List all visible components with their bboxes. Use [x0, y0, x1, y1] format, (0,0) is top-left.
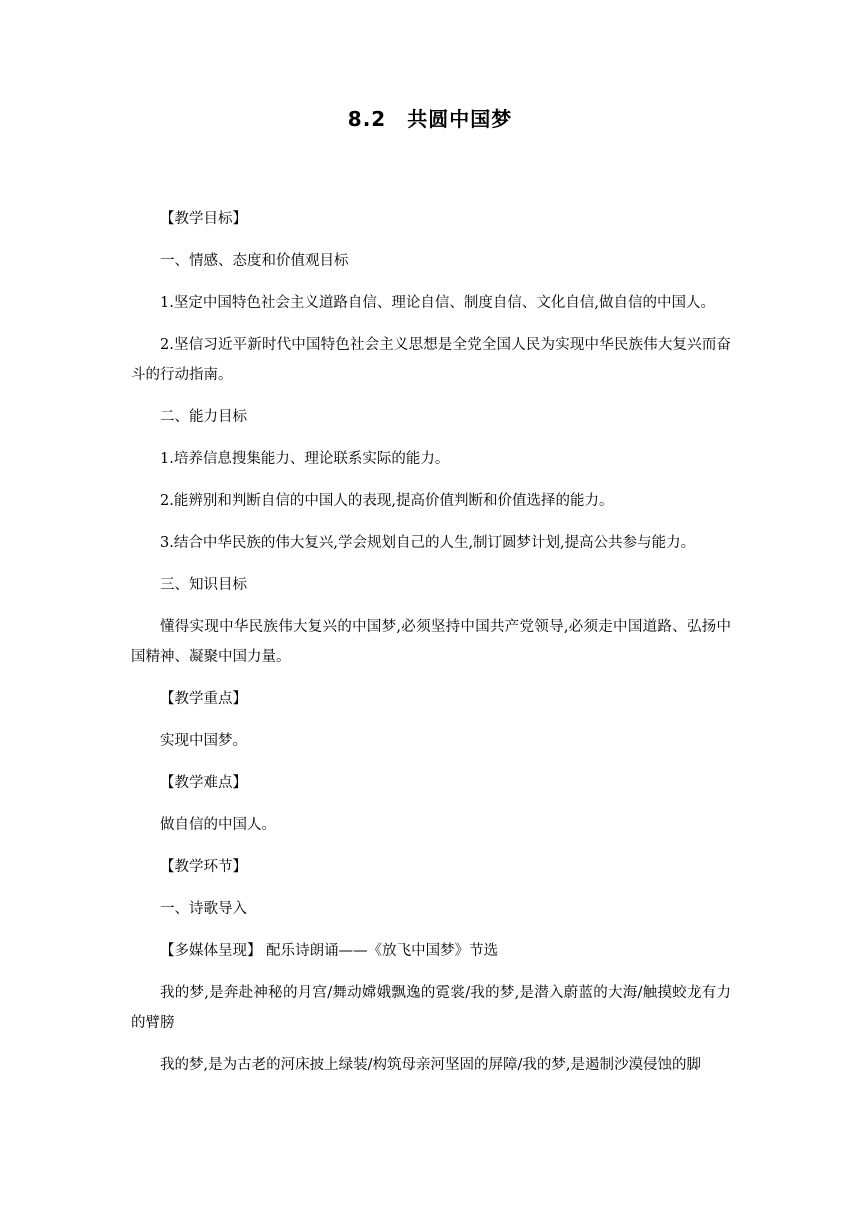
subsection-heading: 三、知识目标 [160, 577, 247, 593]
section-heading-difficulties: 【教学难点】 [160, 775, 247, 791]
paragraph: 3.结合中华民族的伟大复兴,学会规划自己的人生,制订圆梦计划,提高公共参与能力。 [160, 535, 696, 551]
paragraph: 做自信的中国人。 [160, 817, 276, 833]
section-heading-objectives: 【教学目标】 [160, 211, 247, 227]
poem-paragraph: 我的梦,是为古老的河床披上绿装/构筑母亲河坚固的屏障/我的梦,是遏制沙漠侵蚀的脚 [160, 1057, 701, 1073]
paragraph: 2.能辨别和判断自信的中国人的表现,提高价值判断和价值选择的能力。 [160, 493, 614, 509]
subsection-heading: 一、情感、态度和价值观目标 [160, 253, 349, 269]
paragraph: 1.坚定中国特色社会主义道路自信、理论自信、制度自信、文化自信,做自信的中国人。 [160, 295, 715, 311]
subsection-heading: 一、诗歌导入 [160, 901, 247, 917]
paragraph: 【多媒体呈现】 配乐诗朗诵——《放飞中国梦》节选 [160, 943, 499, 959]
document-title: 8.2 共圆中国梦 [347, 107, 513, 131]
section-heading-steps: 【教学环节】 [160, 859, 247, 875]
paragraph: 1.培养信息搜集能力、理论联系实际的能力。 [160, 451, 450, 467]
document-body [131, 204, 731, 1092]
paragraph: 懂得实现中华民族伟大复兴的中国梦,必须坚持中国共产党领导,必须走中国道路、弘扬中国精神、凝聚中国力量。 [131, 619, 731, 665]
subsection-heading: 二、能力目标 [160, 409, 247, 425]
paragraph: 2.坚信习近平新时代中国特色社会主义思想是全党全国人民为实现中华民族伟大复兴而奋斗的行动指南。 [131, 337, 731, 383]
section-heading-key-points: 【教学重点】 [160, 691, 247, 707]
poem-paragraph: 我的梦,是奔赴神秘的月宫/舞动嫦娥飘逸的霓裳/我的梦,是潜入蔚蓝的大海/触摸蛟龙有力的臂膀 [131, 985, 731, 1031]
paragraph: 实现中国梦。 [160, 733, 247, 749]
